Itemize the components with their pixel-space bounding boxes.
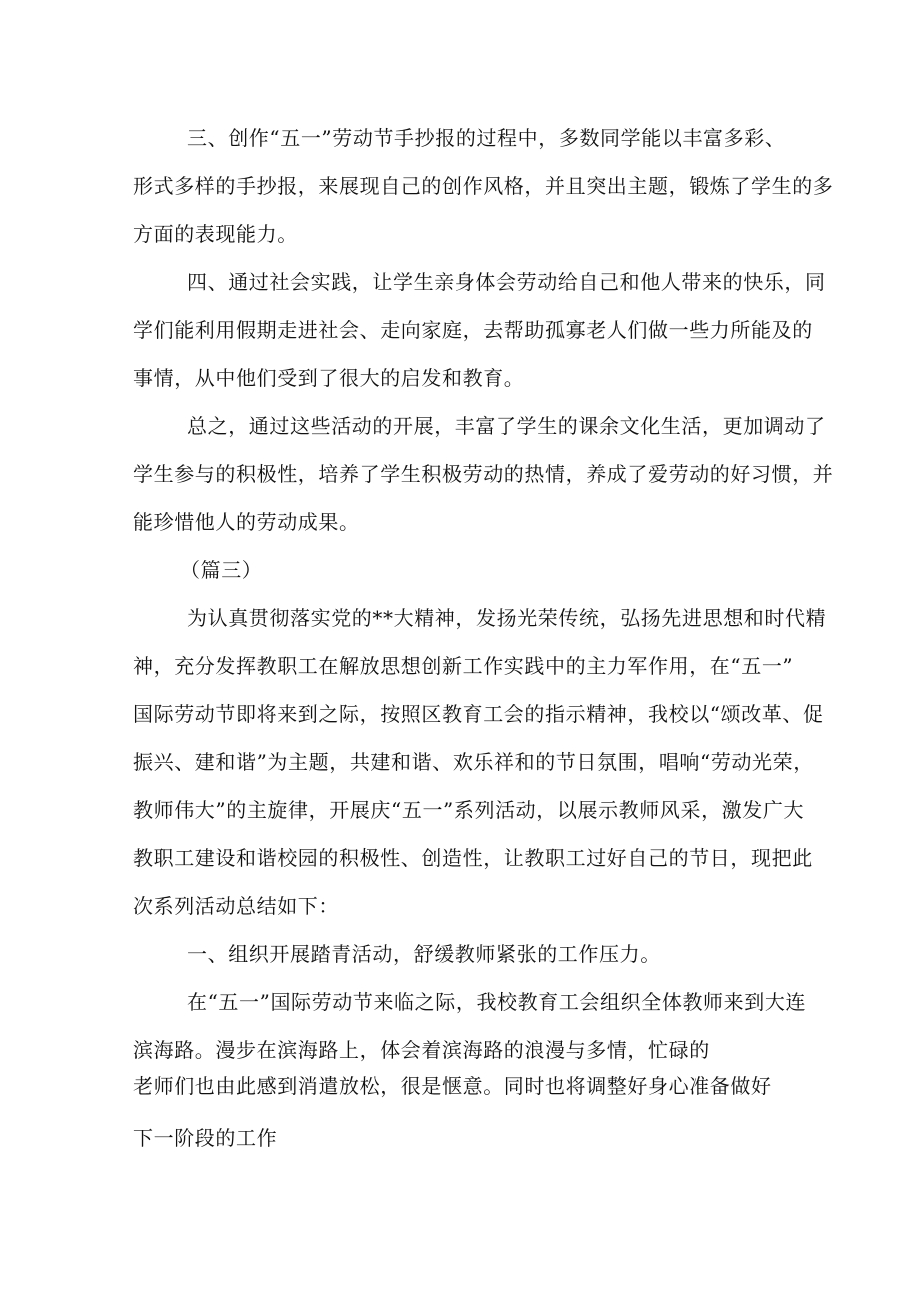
text-line-19: 在“五一”国际劳动节来临之际，我校教育工会组织全体教师来到大连 [187,990,807,1014]
text-line-22: 下一阶段的工作 [133,1126,278,1150]
text-line-11: 为认真贯彻落实党的**大精神，发扬光荣传统，弘扬先进思想和时代精 [187,606,827,630]
text-line-7: 总之，通过这些活动的开展，丰富了学生的课余文化生活，更加调动了 [187,414,826,438]
text-line-15: 教师伟大”的主旋律，开展庆“五一”系列活动，以展示教师风采，激发广大 [133,798,805,822]
text-line-6: 事情，从中他们受到了很大的启发和教育。 [133,366,525,390]
text-line-5: 学们能利用假期走进社会、走向家庭，去帮助孤寡老人们做一些力所能及的 [133,318,813,342]
text-line-21: 老师们也由此感到消遣放松，很是惬意。同时也将调整好身心准备做好 [133,1074,772,1098]
text-line-17: 次系列活动总结如下： [133,894,339,918]
text-line-3: 方面的表现能力。 [133,222,298,246]
text-line-13: 国际劳动节即将来到之际，按照区教育工会的指示精神，我校以“颂改革、促 [133,702,824,726]
text-line-1: 三、创作“五一”劳动节手抄报的过程中，多数同学能以丰富多彩、 [187,126,786,150]
text-line-20: 滨海路。漫步在滨海路上，体会着滨海路的浪漫与多情，忙碌的 [133,1038,710,1062]
text-line-4: 四、通过社会实践，让学生亲身体会劳动给自己和他人带来的快乐，同 [187,270,826,294]
text-line-16: 教职工建设和谐校园的积极性、创造性，让教职工过好自己的节日，现把此 [133,846,813,870]
text-line-8: 学生参与的积极性，培养了学生积极劳动的热情，养成了爱劳动的好习惯，并 [133,462,834,486]
text-line-2: 形式多样的手抄报，来展现自己的创作风格，并且突出主题，锻炼了学生的多 [133,174,834,198]
text-line-9: 能珍惜他人的劳动成果。 [133,510,360,534]
section-heading: （篇三） [180,558,263,582]
text-line-18: 一、组织开展踏青活动，舒缓教师紧张的工作压力。 [187,942,661,966]
text-line-14: 振兴、建和谐”为主题，共建和谐、欢乐祥和的节日氛围，唱响“劳动光荣， [133,750,814,774]
text-line-12: 神，充分发挥教职工在解放思想创新工作实践中的主力军作用，在“五一” [133,654,794,678]
